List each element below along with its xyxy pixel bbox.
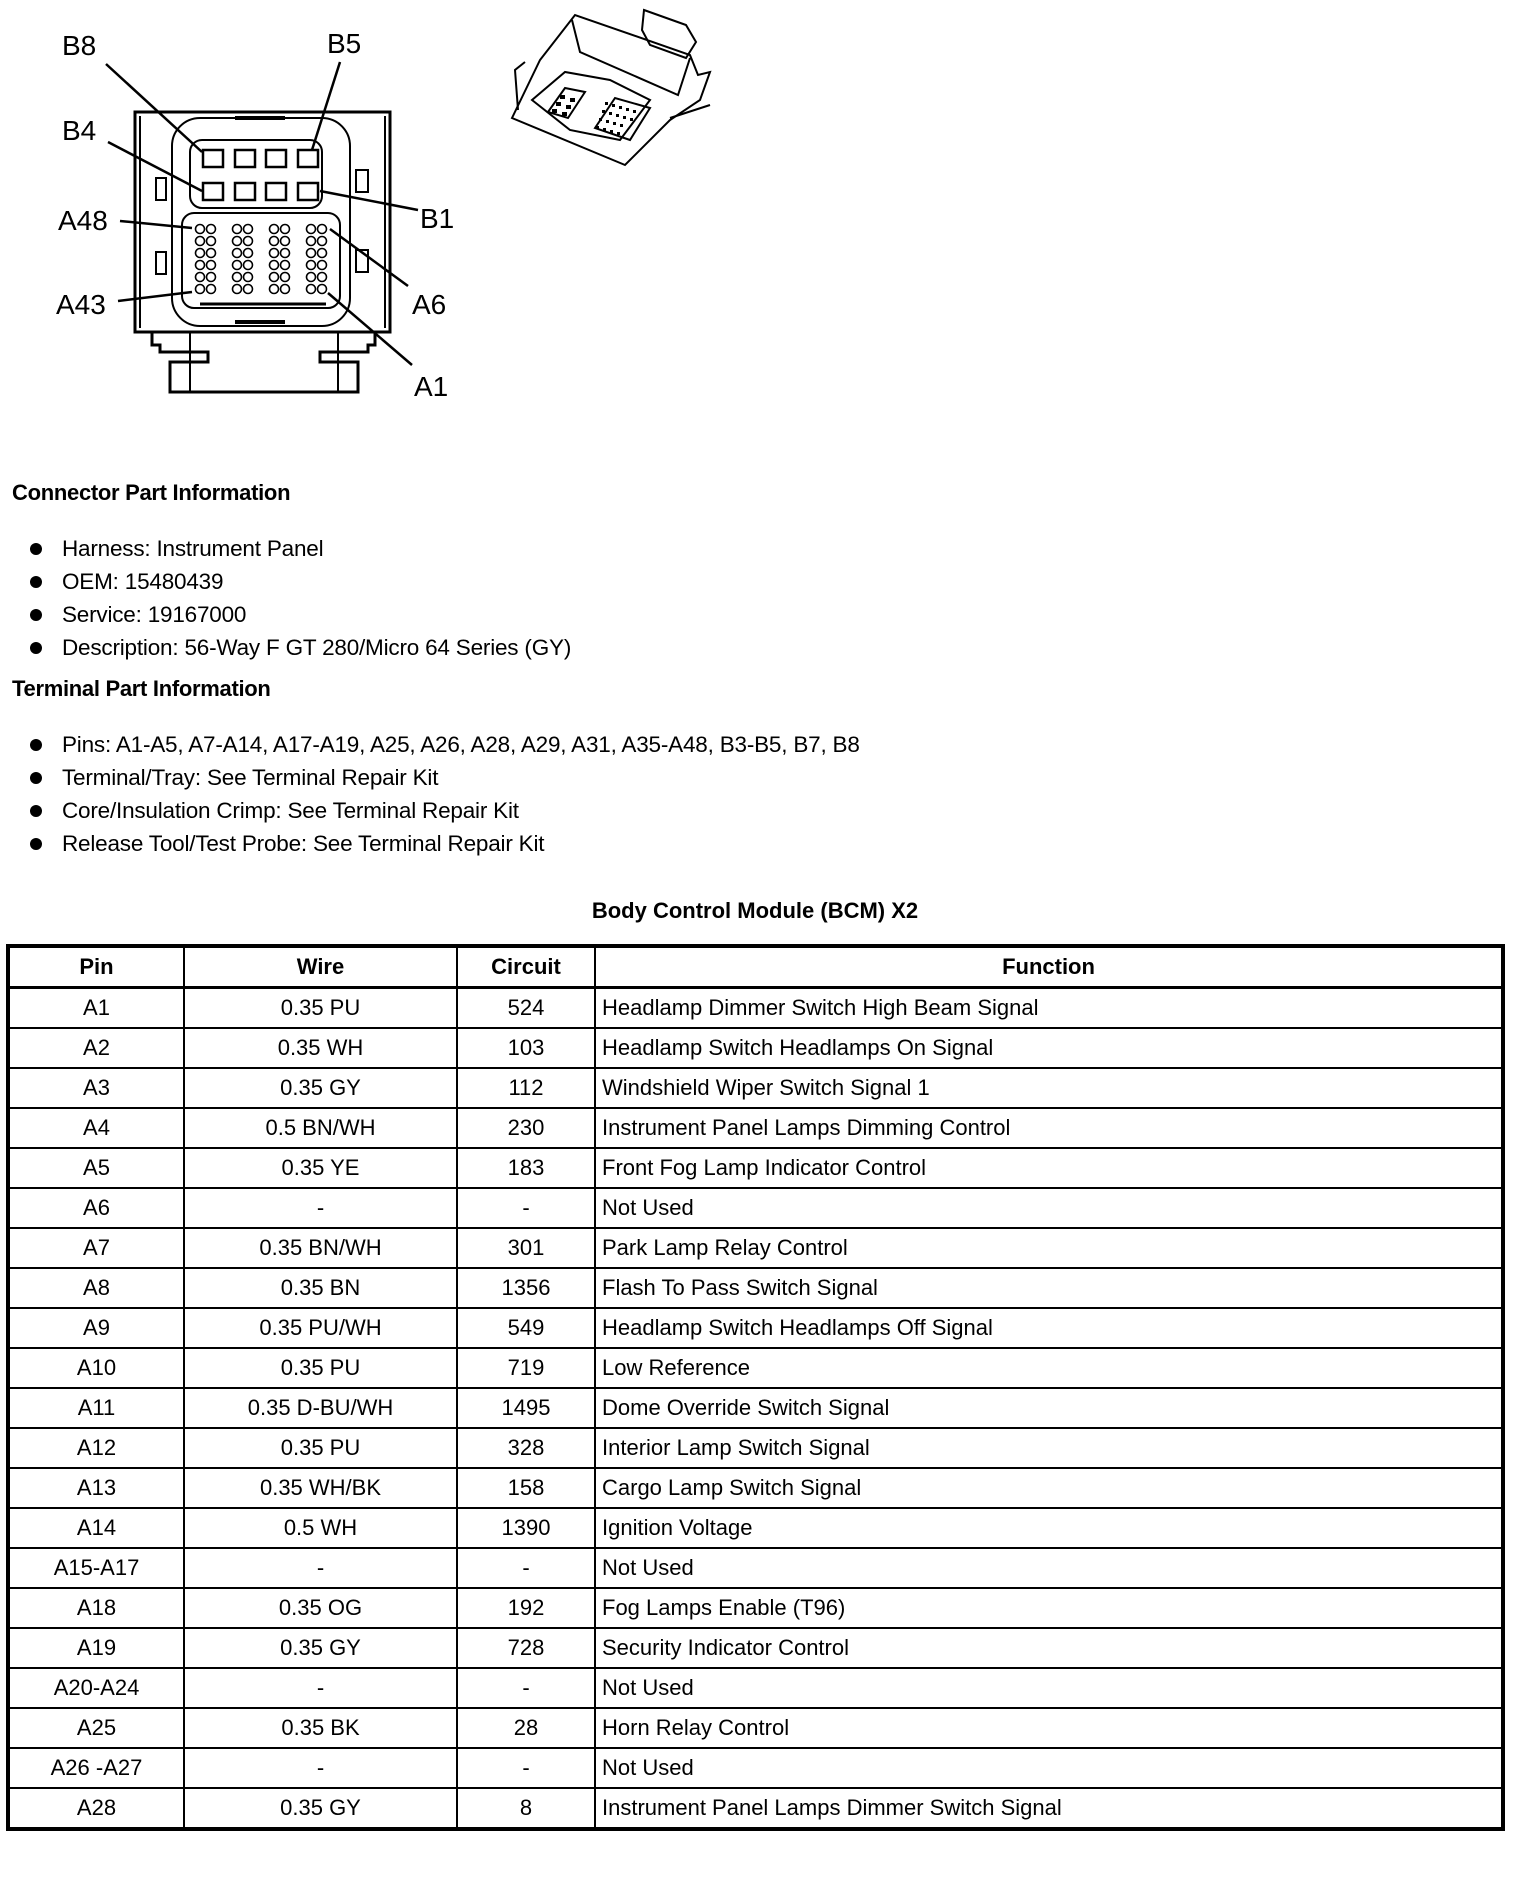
- cell-pin: A9: [8, 1308, 184, 1348]
- connector-part-info-heading: Connector Part Information: [12, 480, 291, 505]
- cell-wire: 0.5 WH: [184, 1508, 457, 1548]
- cell-circuit: 328: [457, 1428, 595, 1468]
- table-row: [8, 1468, 1503, 1508]
- bullet-icon: [30, 772, 42, 784]
- connector-front-view-diagram: [40, 10, 480, 410]
- table-header-row: [8, 946, 1503, 988]
- table-row: [8, 1348, 1503, 1388]
- cell-wire: 0.35 WH/BK: [184, 1468, 457, 1508]
- table-row: [8, 1628, 1503, 1668]
- cell-function: Not Used: [595, 1748, 1503, 1788]
- cell-pin: A13: [8, 1468, 184, 1508]
- cell-circuit: -: [457, 1188, 595, 1228]
- cell-function: Fog Lamps Enable (T96): [595, 1588, 1503, 1628]
- cell-wire: 0.35 OG: [184, 1588, 457, 1628]
- cell-pin: A7: [8, 1228, 184, 1268]
- bullet-icon: [30, 739, 42, 751]
- cell-function: Windshield Wiper Switch Signal 1: [595, 1068, 1503, 1108]
- cell-circuit: 8: [457, 1788, 595, 1829]
- cell-pin: A11: [8, 1388, 184, 1428]
- table-row: [8, 1788, 1503, 1829]
- cell-circuit: 728: [457, 1628, 595, 1668]
- connector-part-info-list: [28, 532, 571, 664]
- cell-function: Flash To Pass Switch Signal: [595, 1268, 1503, 1308]
- table-row: [8, 1388, 1503, 1428]
- cell-function: Dome Override Switch Signal: [595, 1388, 1503, 1428]
- cell-function: Low Reference: [595, 1348, 1503, 1388]
- table-row: [8, 1508, 1503, 1548]
- connector-isometric-view-image: [490, 0, 730, 175]
- table-row: [8, 1268, 1503, 1308]
- cell-wire: 0.35 YE: [184, 1148, 457, 1188]
- table-row: [8, 1068, 1503, 1108]
- cell-circuit: -: [457, 1748, 595, 1788]
- cell-function: Interior Lamp Switch Signal: [595, 1428, 1503, 1468]
- cell-wire: 0.35 BN/WH: [184, 1228, 457, 1268]
- column-header-wire: Wire: [184, 946, 457, 988]
- cell-function: Not Used: [595, 1548, 1503, 1588]
- cell-pin: A26 -A27: [8, 1748, 184, 1788]
- column-header-circuit: Circuit: [457, 946, 595, 988]
- cell-pin: A1: [8, 988, 184, 1029]
- cell-wire: 0.35 PU: [184, 1428, 457, 1468]
- cell-pin: A14: [8, 1508, 184, 1548]
- list-item: Core/Insulation Crimp: See Terminal Repair Kit: [28, 794, 860, 827]
- cell-pin: A20-A24: [8, 1668, 184, 1708]
- table-row: [8, 988, 1503, 1029]
- cell-pin: A28: [8, 1788, 184, 1829]
- cell-circuit: 183: [457, 1148, 595, 1188]
- cell-pin: A15-A17: [8, 1548, 184, 1588]
- cell-pin: A8: [8, 1268, 184, 1308]
- table-row: [8, 1108, 1503, 1148]
- cell-function: Front Fog Lamp Indicator Control: [595, 1148, 1503, 1188]
- cell-circuit: 549: [457, 1308, 595, 1348]
- table-row: [8, 1428, 1503, 1468]
- table-row: [8, 1228, 1503, 1268]
- pinout-table: [6, 944, 1505, 1831]
- cell-pin: A4: [8, 1108, 184, 1148]
- cell-wire: 0.35 D-BU/WH: [184, 1388, 457, 1428]
- label-b8: B8: [62, 30, 97, 61]
- bullet-icon: [30, 642, 42, 654]
- cell-circuit: 719: [457, 1348, 595, 1388]
- label-a43: A43: [56, 289, 106, 320]
- cell-pin: A25: [8, 1708, 184, 1748]
- label-b1: B1: [420, 203, 455, 234]
- cell-pin: A12: [8, 1428, 184, 1468]
- cell-circuit: 112: [457, 1068, 595, 1108]
- cell-pin: A10: [8, 1348, 184, 1388]
- cell-circuit: 158: [457, 1468, 595, 1508]
- cell-wire: -: [184, 1548, 457, 1588]
- cell-wire: 0.35 WH: [184, 1028, 457, 1068]
- label-b5: B5: [327, 28, 362, 59]
- bullet-icon: [30, 576, 42, 588]
- list-item: Service: 19167000: [28, 598, 571, 631]
- label-a1: A1: [414, 371, 449, 402]
- cell-wire: 0.35 BN: [184, 1268, 457, 1308]
- cell-wire: 0.35 PU: [184, 1348, 457, 1388]
- cell-pin: A3: [8, 1068, 184, 1108]
- cell-circuit: 301: [457, 1228, 595, 1268]
- cell-function: Instrument Panel Lamps Dimming Control: [595, 1108, 1503, 1148]
- cell-circuit: 230: [457, 1108, 595, 1148]
- cell-function: Headlamp Switch Headlamps Off Signal: [595, 1308, 1503, 1348]
- table-row: [8, 1708, 1503, 1748]
- table-row: [8, 1588, 1503, 1628]
- bullet-icon: [30, 838, 42, 850]
- cell-function: Ignition Voltage: [595, 1508, 1503, 1548]
- bullet-icon: [30, 609, 42, 621]
- list-item: Terminal/Tray: See Terminal Repair Kit: [28, 761, 860, 794]
- cell-function: Park Lamp Relay Control: [595, 1228, 1503, 1268]
- column-header-pin: Pin: [8, 946, 184, 988]
- cell-wire: 0.35 PU: [184, 988, 457, 1029]
- table-row: [8, 1028, 1503, 1068]
- cell-circuit: 1495: [457, 1388, 595, 1428]
- pinout-table-title: Body Control Module (BCM) X2: [591, 898, 919, 923]
- list-item: Pins: A1-A5, A7-A14, A17-A19, A25, A26, A28, A29, A31, A35-A48, B3-B5, B7, B8: [28, 728, 860, 761]
- list-item: OEM: 15480439: [28, 565, 571, 598]
- cell-circuit: 192: [457, 1588, 595, 1628]
- cell-function: Instrument Panel Lamps Dimmer Switch Signal: [595, 1788, 1503, 1829]
- cell-wire: -: [184, 1748, 457, 1788]
- cell-circuit: 103: [457, 1028, 595, 1068]
- list-item: Harness: Instrument Panel: [28, 532, 571, 565]
- bullet-icon: [30, 543, 42, 555]
- terminal-part-info-heading: Terminal Part Information: [12, 676, 271, 701]
- table-row: [8, 1148, 1503, 1188]
- cell-circuit: 524: [457, 988, 595, 1029]
- table-row: [8, 1188, 1503, 1228]
- cell-function: Not Used: [595, 1188, 1503, 1228]
- cell-wire: -: [184, 1188, 457, 1228]
- cell-pin: A19: [8, 1628, 184, 1668]
- cell-function: Cargo Lamp Switch Signal: [595, 1468, 1503, 1508]
- cell-wire: 0.35 PU/WH: [184, 1308, 457, 1348]
- cell-wire: 0.35 GY: [184, 1068, 457, 1108]
- cell-pin: A6: [8, 1188, 184, 1228]
- cell-circuit: -: [457, 1668, 595, 1708]
- cell-function: Horn Relay Control: [595, 1708, 1503, 1748]
- label-a48: A48: [58, 205, 108, 236]
- list-item: Description: 56-Way F GT 280/Micro 64 Series (GY): [28, 631, 571, 664]
- cell-circuit: 1356: [457, 1268, 595, 1308]
- cell-wire: 0.35 GY: [184, 1788, 457, 1829]
- table-row: [8, 1748, 1503, 1788]
- label-a6: A6: [412, 289, 447, 320]
- bullet-icon: [30, 805, 42, 817]
- cell-wire: -: [184, 1668, 457, 1708]
- cell-function: Not Used: [595, 1668, 1503, 1708]
- cell-pin: A5: [8, 1148, 184, 1188]
- cell-wire: 0.5 BN/WH: [184, 1108, 457, 1148]
- table-row: [8, 1548, 1503, 1588]
- cell-function: Headlamp Dimmer Switch High Beam Signal: [595, 988, 1503, 1029]
- cell-function: Headlamp Switch Headlamps On Signal: [595, 1028, 1503, 1068]
- cell-circuit: 1390: [457, 1508, 595, 1548]
- cell-circuit: -: [457, 1548, 595, 1588]
- table-row: [8, 1308, 1503, 1348]
- table-row: [8, 1668, 1503, 1708]
- cell-wire: 0.35 GY: [184, 1628, 457, 1668]
- terminal-part-info-list: [28, 728, 860, 860]
- cell-wire: 0.35 BK: [184, 1708, 457, 1748]
- cell-function: Security Indicator Control: [595, 1628, 1503, 1668]
- cell-pin: A2: [8, 1028, 184, 1068]
- cell-pin: A18: [8, 1588, 184, 1628]
- list-item: Release Tool/Test Probe: See Terminal Repair Kit: [28, 827, 860, 860]
- cell-circuit: 28: [457, 1708, 595, 1748]
- column-header-function: Function: [595, 946, 1503, 988]
- label-b4: B4: [62, 115, 97, 146]
